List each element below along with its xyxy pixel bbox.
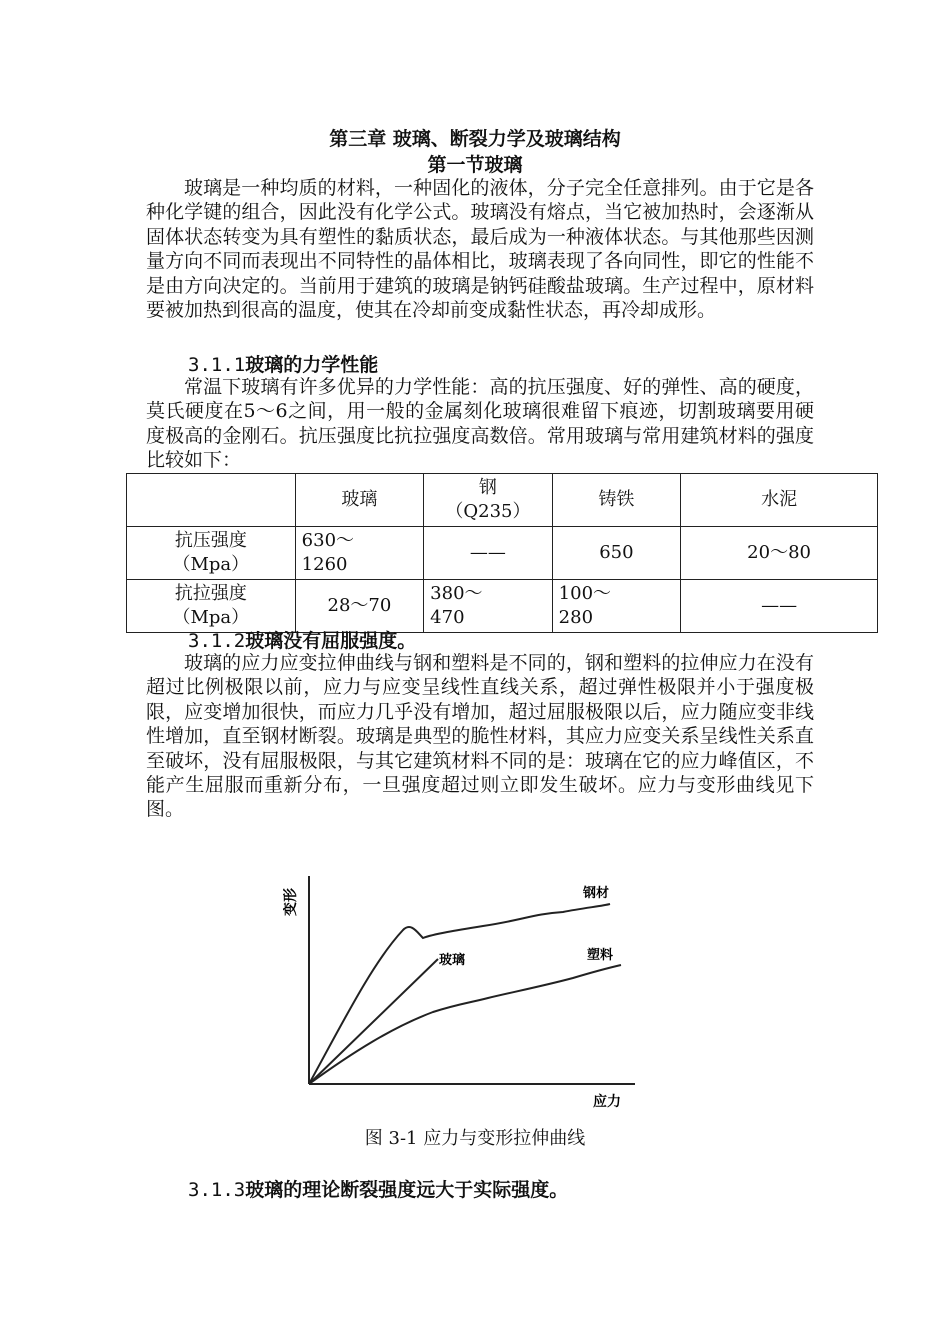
y-axis-label: 变形 bbox=[283, 888, 299, 916]
table-header-cell: 水泥 bbox=[681, 474, 878, 527]
x-axis-label: 应力 bbox=[593, 1094, 621, 1110]
table-cell: —— bbox=[424, 527, 553, 580]
heading-3-1-2 bbox=[188, 626, 416, 653]
chapter-title: 第三章 玻璃、断裂力学及玻璃结构 bbox=[329, 128, 621, 150]
table-header-row bbox=[127, 474, 878, 527]
table-cell: —— bbox=[681, 580, 878, 633]
steel-curve bbox=[309, 904, 610, 1084]
table-cell: 20～80 bbox=[681, 527, 878, 580]
intro-paragraph: 玻璃是一种均质的材料，一种固化的液体，分子完全任意排列。由于它是各种化学键的组合，因此没有化学公式。玻璃没有熔点，当它被加热时，会逐渐从固体状态转变为具有塑性的黏质状态，最后成为一种液体状态。与其他那些因测量方向不同而表现出不同特性的晶体相比，玻璃表现了各向同性，即它的性能不是由方向决定的。当前用于建筑的玻璃是钠钙硅酸盐玻璃。生产过程中，原材料要被加热到很高的温度，使其在冷却前变成黏性状态，再冷却成形。 bbox=[146, 177, 814, 322]
strength-comparison-table bbox=[126, 473, 878, 633]
plastic-label: 塑料 bbox=[587, 948, 614, 963]
table-cell: 抗拉强度 （Mpa） bbox=[127, 580, 296, 633]
table-header-cell: 玻璃 bbox=[295, 474, 424, 527]
table-header-cell: 铸铁 bbox=[552, 474, 681, 527]
steel-label: 钢材 bbox=[583, 886, 610, 901]
heading-3-1-1 bbox=[188, 350, 378, 377]
paragraph-3-1-1: 常温下玻璃有许多优异的力学性能：高的抗压强度、好的弹性、高的硬度，莫氏硬度在5～6之间，用一般的金属刻化玻璃很难留下痕迹，切割玻璃要用硬度极高的金刚石。抗压强度比抗拉强度高数倍。常用玻璃与常用建筑材料的强度比较如下： bbox=[146, 376, 814, 472]
heading-text: 玻璃没有屈服强度。 bbox=[245, 630, 417, 652]
heading-number: 3.1.1 bbox=[188, 354, 246, 376]
figure-caption: 图 3-1 应力与变形拉伸曲线 bbox=[364, 1128, 586, 1149]
plastic-curve bbox=[309, 965, 621, 1084]
table-cell: 28～70 bbox=[295, 580, 424, 633]
heading-text: 玻璃的力学性能 bbox=[245, 354, 379, 376]
section-title: 第一节玻璃 bbox=[427, 154, 523, 176]
heading-3-1-3 bbox=[188, 1175, 568, 1202]
paragraph-3-1-2: 玻璃的应力应变拉伸曲线与钢和塑料是不同的，钢和塑料的拉伸应力在没有超过比例极限以前，应力与应变呈线性直线关系，超过弹性极限并小于强度极限，应变增加很快，而应力几乎没有增加，超过屈服极限以后，应力随应变非线性增加，直至钢材断裂。玻璃是典型的脆性材料，其应力应变关系呈线性关系直至破坏，没有屈服极限，与其它建筑材料不同的是：玻璃在它的应力峰值区，不能产生屈服而重新分布，一旦强度超过则立即发生破坏。应力与变形曲线见下图。 bbox=[146, 652, 814, 821]
table-row bbox=[127, 527, 878, 580]
stress-strain-figure bbox=[283, 862, 653, 1114]
heading-text: 玻璃的理论断裂强度远大于实际强度。 bbox=[245, 1179, 569, 1201]
glass-label: 玻璃 bbox=[439, 953, 466, 968]
table-cell: 380～ 470 bbox=[424, 580, 553, 633]
table-header-cell bbox=[127, 474, 296, 527]
table-row bbox=[127, 580, 878, 633]
table-cell: 630～ 1260 bbox=[295, 527, 424, 580]
table-cell: 100～ 280 bbox=[552, 580, 681, 633]
table-cell: 650 bbox=[552, 527, 681, 580]
table-cell: 抗压强度 （Mpa） bbox=[127, 527, 296, 580]
heading-number: 3.1.2 bbox=[188, 630, 246, 652]
table-header-cell: 钢 （Q235） bbox=[424, 474, 553, 527]
heading-number: 3.1.3 bbox=[188, 1179, 246, 1201]
glass-curve bbox=[309, 959, 438, 1084]
